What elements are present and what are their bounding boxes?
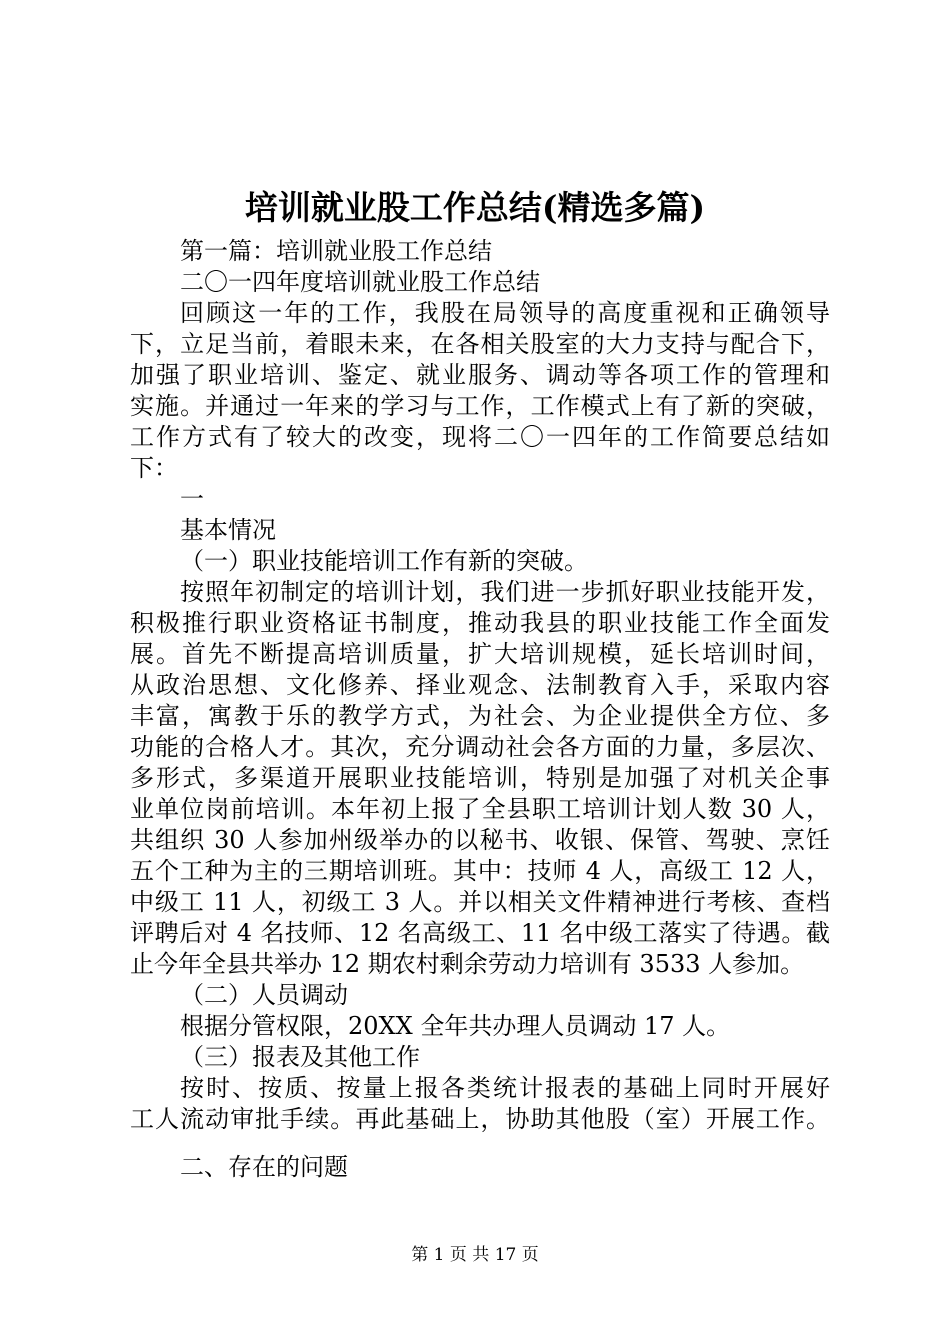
subsection-heading: （三）报表及其他工作 [180,1043,420,1071]
paragraph-line: 多形式，多渠道开展职业技能培训，特别是加强了对机关企事 [130,764,830,792]
paragraph-line: 从政治思想、文化修养、择业观念、法制教育入手，采取内容 [130,671,830,699]
section-heading: 第一篇：培训就业股工作总结 [180,237,492,265]
paragraph-line: 展。首先不断提高培训质量，扩大培训规模，延长培训时间， [130,640,830,668]
subsection-heading: （一）职业技能培训工作有新的突破。 [180,547,588,575]
paragraph-line: 加强了职业培训、鉴定、就业服务、调动等各项工作的管理和 [130,361,830,389]
paragraph-line: 评聘后对 4 名技师、12 名高级工、11 名中级工落实了待遇。截 [130,919,830,947]
section-heading: 二、存在的问题 [180,1153,348,1181]
paragraph-line: 根据分管权限，20XX 全年共办理人员调动 17 人。 [180,1012,731,1040]
paragraph-line: 业单位岗前培训。本年初上报了全县职工培训计划人数 30 人， [130,795,830,823]
paragraph-line: 工作方式有了较大的改变，现将二〇一四年的工作简要总结如 [130,423,830,451]
paragraph-line: 按时、按质、按量上报各类统计报表的基础上同时开展好 [180,1074,830,1102]
paragraph-line: 下： [130,454,178,482]
paragraph-line: 丰富，寓教于乐的教学方式，为社会、为企业提供全方位、多 [130,702,830,730]
paragraph-line: 按照年初制定的培训计划，我们进一步抓好职业技能开发， [180,578,830,606]
paragraph-line: 功能的合格人才。其次，充分调动社会各方面的力量，多层次、 [130,733,830,761]
paragraph-line: 下，立足当前，着眼未来，在各相关股室的大力支持与配合下， [130,330,830,358]
paragraph-line: 中级工 11 人，初级工 3 人。并以相关文件精神进行考核、查档 [130,888,830,916]
page-number-footer: 第 1 页 共 17 页 [411,1245,539,1265]
report-subtitle: 二〇一四年度培训就业股工作总结 [180,268,540,296]
paragraph-line: 五个工种为主的三期培训班。其中：技师 4 人，高级工 12 人， [130,857,830,885]
section-number: 一 [180,485,204,513]
paragraph-line: 回顾这一年的工作，我股在局领导的高度重视和正确领导 [180,299,830,327]
paragraph-line: 工人流动审批手续。再此基础上，协助其他股（室）开展工作。 [130,1105,830,1133]
section-heading: 基本情况 [180,516,276,544]
paragraph-line: 共组织 30 人参加州级举办的以秘书、收银、保管、驾驶、烹饪 [130,826,830,854]
paragraph-line: 积极推行职业资格证书制度，推动我县的职业技能工作全面发 [130,609,830,637]
document-title: 培训就业股工作总结(精选多篇) [244,188,706,227]
paragraph-line: 止今年全县共举办 12 期农村剩余劳动力培训有 3533 人参加。 [130,950,805,978]
paragraph-line: 实施。并通过一年来的学习与工作，工作模式上有了新的突破， [130,392,830,420]
subsection-heading: （二）人员调动 [180,981,348,1009]
